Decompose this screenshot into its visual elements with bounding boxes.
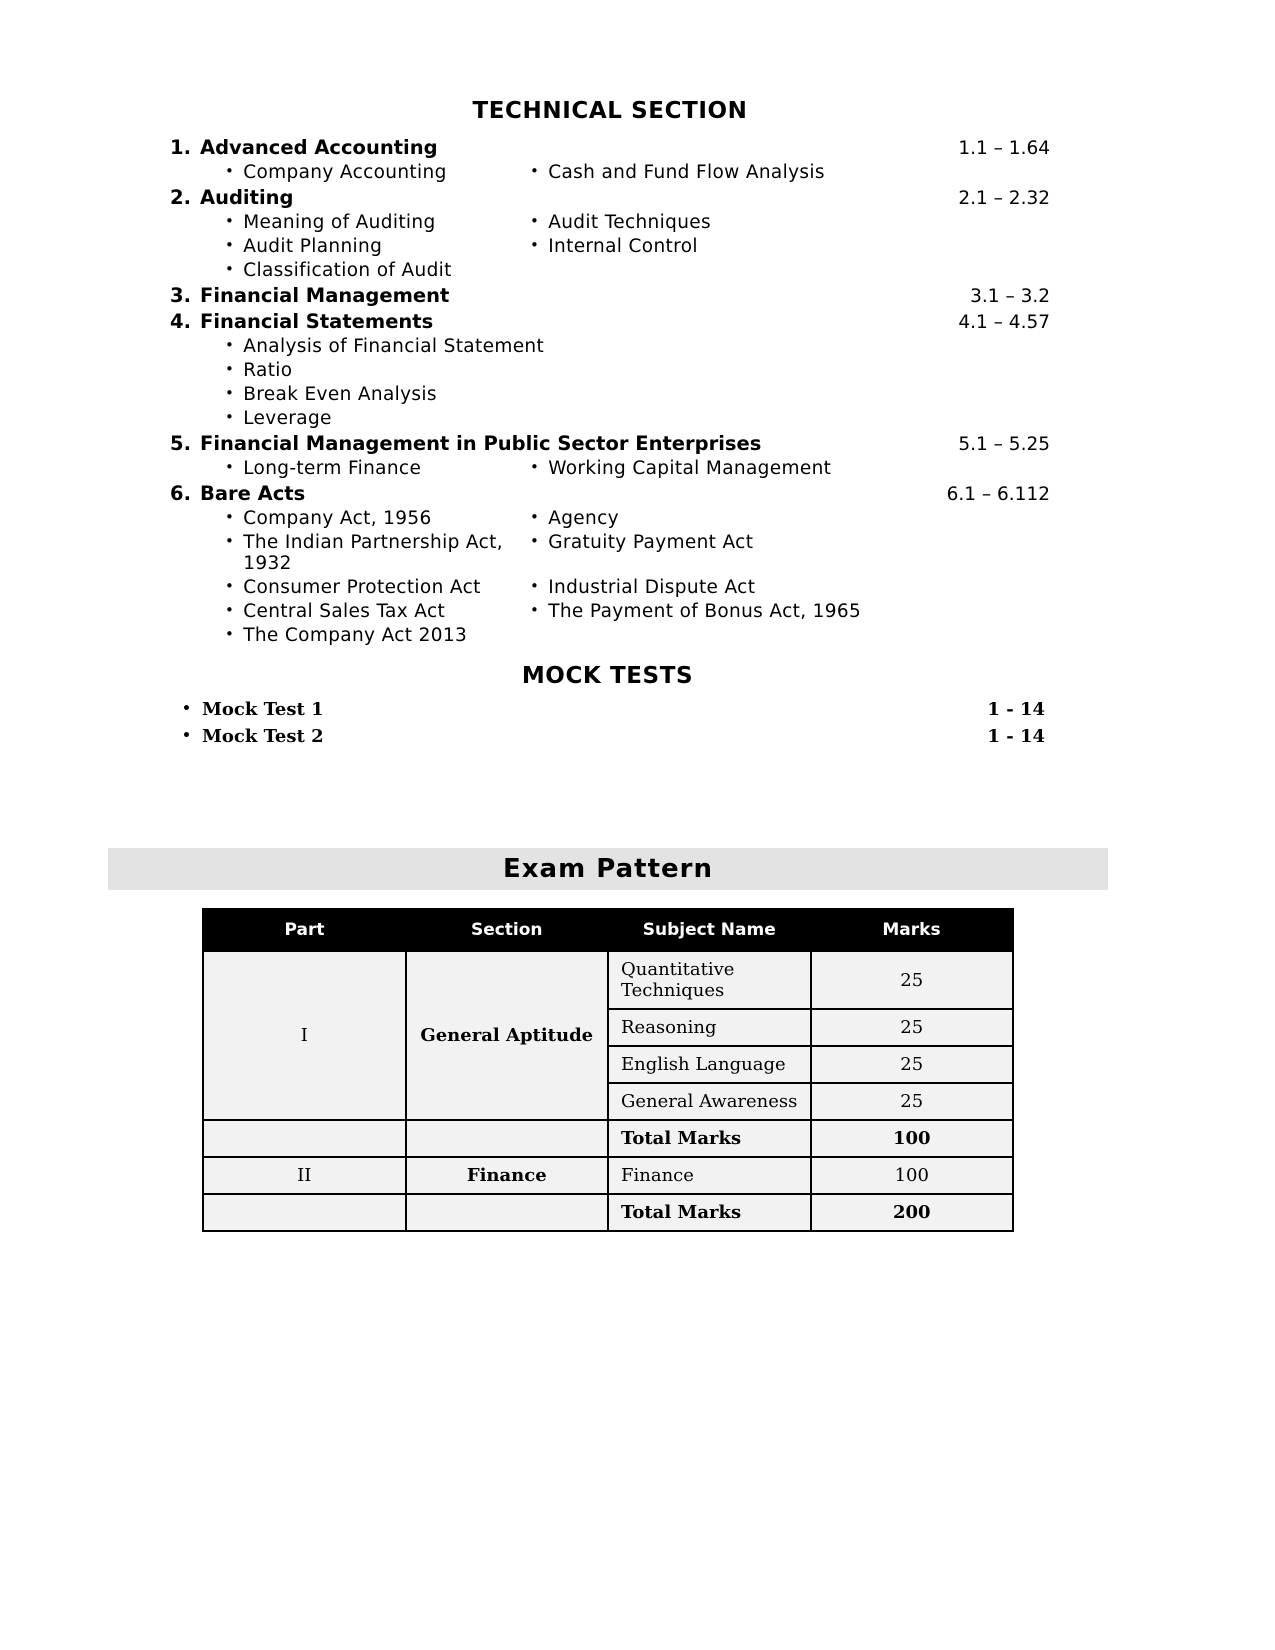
mock-test-label-group (182, 699, 324, 720)
mock-test-page-range: 1 - 14 (987, 699, 1045, 720)
subtopic-item (170, 212, 530, 233)
topic-number: 6. (170, 482, 191, 505)
exam-column-header-subject-name: Subject Name (608, 909, 811, 951)
bullet-icon: • (530, 577, 540, 595)
cell-subject-name: Finance (608, 1157, 811, 1194)
subtopic-item (530, 601, 950, 622)
mock-test-page-range: 1 - 14 (987, 726, 1045, 747)
subtopic-label: The Payment of Bonus Act, 1965 (548, 601, 862, 622)
subtopic-list (170, 458, 1050, 479)
technical-section-heading: TECHNICAL SECTION (472, 98, 748, 124)
cell-marks: 25 (811, 1009, 1014, 1046)
subtopic-item (530, 212, 950, 233)
subtopic-label: Internal Control (548, 236, 698, 257)
cell-subject-name: Total Marks (608, 1194, 811, 1231)
subtopic-label: Cash and Fund Flow Analysis (548, 162, 825, 183)
subtopic-label: Long-term Finance (243, 458, 422, 479)
topic-row (170, 432, 1050, 455)
exam-column-header-part: Part (203, 909, 406, 951)
topic-label: Financial Management in Public Sector Enterprises (200, 432, 762, 455)
topic-number: 1. (170, 136, 191, 159)
bullet-icon: • (225, 601, 235, 619)
cell-subject-name: Reasoning (608, 1009, 811, 1046)
subtopic-item (170, 236, 530, 257)
subtopic-item (170, 601, 530, 622)
subtopic-row (170, 384, 1050, 405)
subtopic-item (170, 577, 530, 598)
subtopic-label: The Indian Partnership Act, 1932 (243, 532, 503, 574)
subtopic-item (170, 336, 544, 357)
exam-table-head (203, 909, 1013, 951)
subtopic-item (170, 458, 530, 479)
cell-subject-name: General Awareness (608, 1083, 811, 1120)
exam-table-body (203, 951, 1013, 1231)
subtopic-label: Classification of Audit (243, 260, 452, 281)
cell-section (406, 1194, 609, 1231)
subtopic-label: Company Act, 1956 (243, 508, 432, 529)
mock-test-label-group (182, 726, 324, 747)
cell-subject-name: Total Marks (608, 1120, 811, 1157)
subtopic-item (170, 408, 332, 429)
topic-title (170, 432, 761, 455)
bullet-icon: • (225, 577, 235, 595)
bullet-icon: • (182, 701, 191, 717)
subtopic-list (170, 212, 1050, 281)
topic-row (170, 310, 1050, 333)
bullet-icon: • (225, 408, 235, 426)
subtopic-item (530, 162, 950, 183)
subtopic-item (170, 625, 530, 646)
mock-test-row (170, 726, 1045, 747)
bullet-icon: • (530, 236, 540, 254)
topic-page-range: 4.1 – 4.57 (958, 312, 1050, 333)
topic-page-range: 5.1 – 5.25 (958, 434, 1050, 455)
subtopic-row (170, 458, 1050, 479)
subtopic-label: Break Even Analysis (243, 384, 437, 405)
subtopic-label: Gratuity Payment Act (548, 532, 754, 553)
bullet-icon: • (225, 532, 235, 550)
topic-title (170, 310, 433, 333)
bullet-icon: • (225, 384, 235, 402)
subtopic-item (170, 360, 292, 381)
subtopic-list (170, 162, 1050, 183)
topic-title (170, 482, 305, 505)
cell-subject-name: Quantitative Techniques (608, 951, 811, 1009)
subtopic-label: Consumer Protection Act (243, 577, 481, 598)
cell-part (203, 1194, 406, 1231)
exam-pattern-table (202, 908, 1014, 1232)
subtopic-row (170, 260, 1050, 281)
bullet-icon: • (225, 625, 235, 643)
bullet-icon: • (225, 236, 235, 254)
subtopic-item (530, 532, 950, 553)
topic-row (170, 136, 1050, 159)
topic-page-range: 6.1 – 6.112 (946, 484, 1050, 505)
topic-number: 2. (170, 186, 191, 209)
subtopic-list (170, 508, 1050, 646)
table-row (203, 1157, 1013, 1194)
topic-page-range: 2.1 – 2.32 (958, 188, 1050, 209)
bullet-icon: • (225, 336, 235, 354)
subtopic-label: Leverage (243, 408, 332, 429)
topic-page-range: 1.1 – 1.64 (958, 138, 1050, 159)
subtopic-row (170, 601, 1050, 622)
subtopic-item (170, 508, 530, 529)
exam-table-header-row (203, 909, 1013, 951)
topic-row (170, 186, 1050, 209)
subtopic-label: Agency (548, 508, 619, 529)
cell-part: I (203, 951, 406, 1120)
subtopic-row (170, 508, 1050, 529)
mock-tests-heading: MOCK TESTS (521, 663, 694, 689)
topic-label: Auditing (200, 186, 294, 209)
topic-row (170, 284, 1050, 307)
topic-number: 5. (170, 432, 191, 455)
table-row (203, 1194, 1013, 1231)
bullet-icon: • (530, 508, 540, 526)
subtopic-row (170, 212, 1050, 233)
subtopic-label: Meaning of Auditing (243, 212, 436, 233)
subtopic-row (170, 236, 1050, 257)
bullet-icon: • (225, 212, 235, 230)
topic-label: Financial Management (200, 284, 450, 307)
bullet-icon: • (530, 162, 540, 180)
topic-title (170, 186, 293, 209)
subtopic-label: The Company Act 2013 (243, 625, 468, 646)
subtopic-row (170, 532, 1050, 574)
mock-test-label: Mock Test 1 (201, 699, 324, 720)
exam-pattern-title: Exam Pattern (503, 854, 713, 884)
subtopic-item (170, 532, 530, 574)
bullet-icon: • (530, 212, 540, 230)
bullet-icon: • (225, 360, 235, 378)
cell-section (406, 1120, 609, 1157)
topic-page-range: 3.1 – 3.2 (970, 286, 1050, 307)
cell-marks: 25 (811, 1046, 1014, 1083)
subtopic-row (170, 336, 1050, 357)
subtopic-row (170, 577, 1050, 598)
cell-part (203, 1120, 406, 1157)
subtopic-item (530, 508, 950, 529)
subtopic-item (170, 384, 437, 405)
bullet-icon: • (182, 728, 191, 744)
subtopic-row (170, 625, 1050, 646)
topic-title (170, 136, 438, 159)
table-row (203, 951, 1013, 1009)
subtopic-label: Analysis of Financial Statement (243, 336, 545, 357)
cell-marks: 25 (811, 1083, 1014, 1120)
topic-label: Bare Acts (200, 482, 306, 505)
subtopic-item (530, 236, 950, 257)
cell-part: II (203, 1157, 406, 1194)
mock-test-row (170, 699, 1045, 720)
bullet-icon: • (225, 508, 235, 526)
subtopic-row (170, 360, 1050, 381)
exam-pattern-banner (108, 848, 1108, 890)
subtopic-row (170, 162, 1050, 183)
cell-section: Finance (406, 1157, 609, 1194)
mock-test-label: Mock Test 2 (201, 726, 324, 747)
bullet-icon: • (530, 532, 540, 550)
bullet-icon: • (530, 601, 540, 619)
subtopic-item (530, 458, 950, 479)
cell-marks: 100 (811, 1120, 1014, 1157)
bullet-icon: • (225, 260, 235, 278)
mock-tests-list (170, 699, 1045, 747)
technical-section (170, 98, 1050, 648)
subtopic-item (170, 260, 530, 281)
cell-section: General Aptitude (406, 951, 609, 1120)
exam-column-header-marks: Marks (811, 909, 1014, 951)
subtopic-label: Audit Planning (243, 236, 383, 257)
exam-column-header-section: Section (406, 909, 609, 951)
topic-number: 3. (170, 284, 191, 307)
mock-tests-section (170, 663, 1045, 747)
table-row (203, 1120, 1013, 1157)
subtopic-row (170, 408, 1050, 429)
topic-title (170, 284, 449, 307)
topic-number: 4. (170, 310, 191, 333)
subtopic-item (170, 162, 530, 183)
topic-row (170, 482, 1050, 505)
subtopic-label: Working Capital Management (548, 458, 832, 479)
subtopic-label: Ratio (243, 360, 293, 381)
subtopic-label: Industrial Dispute Act (548, 577, 756, 598)
subtopic-label: Audit Techniques (548, 212, 711, 233)
cell-marks: 25 (811, 951, 1014, 1009)
bullet-icon: • (530, 458, 540, 476)
cell-subject-name: English Language (608, 1046, 811, 1083)
bullet-icon: • (225, 162, 235, 180)
subtopic-list (170, 336, 1050, 429)
topic-label: Financial Statements (200, 310, 434, 333)
bullet-icon: • (225, 458, 235, 476)
cell-marks: 100 (811, 1157, 1014, 1194)
subtopic-label: Company Accounting (243, 162, 447, 183)
subtopic-label: Central Sales Tax Act (243, 601, 446, 622)
subtopic-item (530, 577, 950, 598)
topics-list (170, 136, 1050, 646)
exam-pattern-table-wrapper (202, 908, 1014, 1232)
cell-marks: 200 (811, 1194, 1014, 1231)
topic-label: Advanced Accounting (200, 136, 438, 159)
